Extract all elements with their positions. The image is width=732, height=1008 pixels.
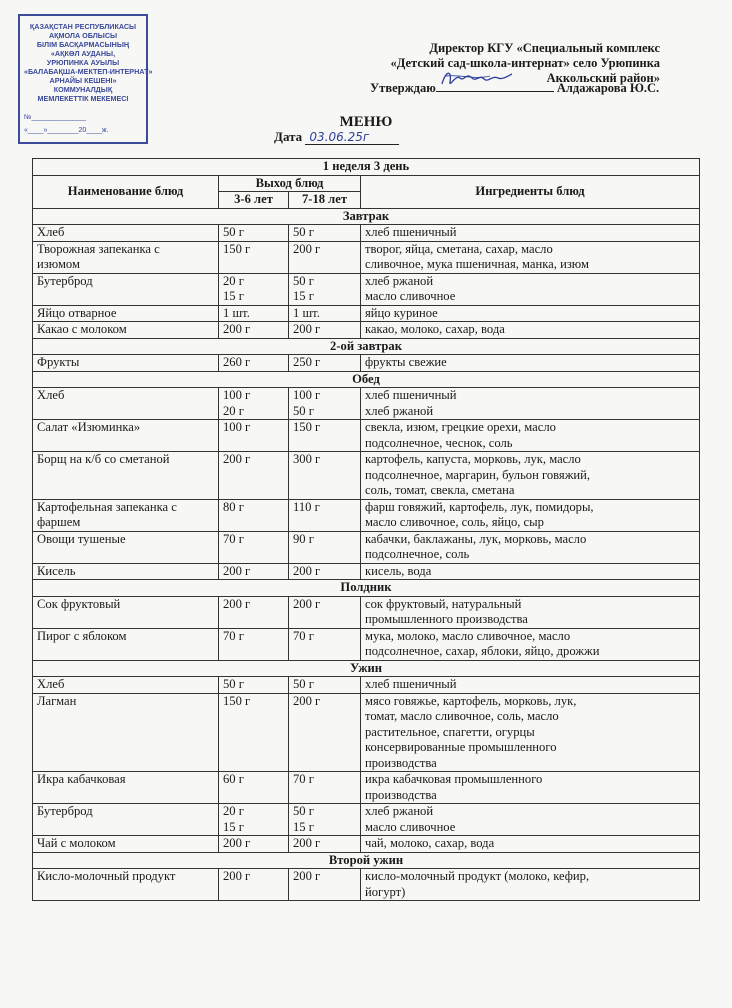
dish-name-line: Кисло-молочный продукт [37, 869, 176, 883]
dish-name-line: Салат «Изюминка» [37, 420, 141, 434]
ingredients-line: растительное, спагетти, огурцы [365, 724, 535, 739]
portion-3-6-line: 15 г [223, 819, 244, 834]
ingredients [361, 772, 700, 804]
table-row [33, 322, 700, 339]
table-row [33, 869, 700, 901]
ingredients-line: хлеб ржаной [365, 804, 434, 818]
portion-3-6-line: 80 г [223, 499, 244, 514]
ingredients-line: какао, молоко, сахар, вода [365, 322, 505, 336]
ingredients-line: масло сливочное [365, 819, 456, 834]
portion-7-18-line: 200 г [293, 563, 321, 578]
ingredients-line: кабачки, баклажаны, лук, морковь, масло [365, 531, 587, 546]
dish-name [33, 241, 219, 273]
ingredients [361, 225, 700, 242]
portion-7-18-line: 250 г [293, 355, 321, 369]
portion-7-18 [289, 273, 361, 305]
table-row [33, 693, 700, 772]
portion-3-6-line: 70 г [223, 628, 244, 643]
ingredients-line: хлеб пшеничный [365, 677, 457, 691]
dish-name-line: Фрукты [37, 355, 80, 369]
dish-name-line: Бутерброд [37, 804, 93, 818]
portion-7-18-line: 90 г [293, 531, 314, 546]
ingredients-line: сок фруктовый, натуральный [365, 596, 522, 611]
portion-7-18-line: 110 г [293, 499, 320, 514]
dish-name [33, 804, 219, 836]
ingredients-line: промышленного производства [365, 612, 528, 626]
approval-line-1: Директор КГУ «Специальный комплекс [429, 41, 660, 55]
dish-name [33, 596, 219, 628]
table-row [33, 499, 700, 531]
table-row [33, 531, 700, 563]
ingredients-line: производства [365, 755, 437, 770]
table-row [33, 241, 700, 273]
stamp-line: АРНАЙЫ КЕШЕНІ» [49, 76, 117, 85]
ingredients [361, 628, 700, 660]
portion-7-18 [289, 241, 361, 273]
ingredients [361, 804, 700, 836]
stamp-line: «БАЛАБАҚША-МЕКТЕП-ИНТЕРНАТ» [24, 67, 153, 76]
ingredients-line: масло сливочное [365, 289, 456, 303]
portion-7-18-line: 70 г [293, 772, 314, 786]
section-title: Второй ужин [33, 852, 700, 869]
dish-name [33, 452, 219, 500]
ingredients-line: подсолнечное, чеснок, соль [365, 435, 513, 450]
portion-3-6 [219, 225, 289, 242]
ingredients [361, 420, 700, 452]
ingredients [361, 241, 700, 273]
portion-7-18 [289, 628, 361, 660]
portion-3-6 [219, 420, 289, 452]
portion-3-6-line: 50 г [223, 677, 244, 691]
portion-3-6 [219, 563, 289, 580]
portion-3-6-line: 60 г [223, 772, 244, 786]
ingredients-line: хлеб пшеничный [365, 225, 457, 239]
ingredients [361, 305, 700, 322]
ingredients-line: подсолнечное, маргарин, бульон говяжий, [365, 467, 591, 482]
dish-name-line: Пирог с яблоком [37, 628, 127, 643]
portion-3-6-line: 20 г [223, 273, 244, 288]
ingredients [361, 563, 700, 580]
table-row [33, 388, 700, 420]
page-title: МЕНЮ [339, 114, 393, 130]
portion-3-6-line: 200 г [223, 452, 251, 466]
ingredients [361, 531, 700, 563]
dish-name [33, 388, 219, 420]
portion-7-18-line: 200 г [293, 241, 321, 256]
portion-7-18-line: 1 шт. [293, 305, 320, 320]
ingredients-line: свекла, изюм, грецкие орехи, масло [365, 420, 556, 434]
portion-7-18-line: 50 г [293, 677, 314, 691]
ingredients-line: хлеб ржаной [365, 403, 434, 418]
dish-name-line: Чай с молоком [37, 836, 116, 850]
portion-7-18-line: 200 г [293, 693, 321, 708]
dish-name-line: изюмом [37, 257, 80, 271]
table-row [33, 772, 700, 804]
portion-3-6 [219, 273, 289, 305]
portion-7-18 [289, 388, 361, 420]
portion-7-18 [289, 355, 361, 372]
ingredients [361, 452, 700, 500]
table-row [33, 628, 700, 660]
ingredients-line: хлеб пшеничный [365, 388, 457, 402]
column-header-age-7-18: 7-18 лет [289, 192, 361, 209]
dish-name-line: Икра кабачковая [37, 772, 126, 786]
portion-7-18-line: 50 г [293, 804, 314, 818]
date-value: 03.06.25г [305, 130, 399, 145]
dish-name-line: Хлеб [37, 677, 65, 691]
section-title: Полдник [33, 580, 700, 597]
table-row [33, 355, 700, 372]
ingredients-line: яйцо куриное [365, 305, 438, 320]
dish-name [33, 772, 219, 804]
portion-7-18 [289, 693, 361, 772]
portion-3-6 [219, 693, 289, 772]
ingredients [361, 869, 700, 901]
date-line [274, 129, 399, 145]
ingredients-line: консервированные промышленного [365, 740, 557, 754]
handwritten-signature [438, 66, 514, 92]
section-row [33, 338, 700, 355]
dish-name [33, 869, 219, 901]
dish-name-line: Картофельная запеканка с [37, 499, 177, 514]
portion-3-6 [219, 804, 289, 836]
dish-name-line: фаршем [37, 515, 81, 529]
portion-3-6 [219, 869, 289, 901]
table-row [33, 563, 700, 580]
portion-3-6 [219, 628, 289, 660]
portion-7-18-line: 15 г [293, 289, 314, 303]
portion-3-6-line: 150 г [223, 241, 251, 256]
ingredients [361, 693, 700, 772]
ingredients-line: йогурт) [365, 884, 406, 899]
dish-name [33, 273, 219, 305]
portion-3-6-line: 20 г [223, 804, 244, 818]
stamp-number-line: №______________ [24, 114, 87, 121]
ingredients-line: мясо говяжье, картофель, морковь, лук, [365, 693, 577, 708]
approve-line [370, 80, 659, 96]
portion-3-6 [219, 531, 289, 563]
stamp-line: «АҚКӨЛ АУДАНЫ, [50, 49, 116, 58]
portion-7-18-line: 200 г [293, 869, 321, 883]
section-row [33, 660, 700, 677]
table-row [33, 452, 700, 500]
dish-name [33, 355, 219, 372]
dish-name-line: Яйцо отварное [37, 305, 117, 320]
ingredients-line: производства [365, 787, 437, 802]
approver-name: Алдажарова Ю.С. [556, 81, 660, 95]
portion-3-6-line: 50 г [223, 225, 244, 239]
portion-7-18 [289, 420, 361, 452]
stamp-line: КОММУНАЛДЫҚ [53, 85, 113, 94]
ingredients-line: томат, масло сливочное, соль, масло [365, 709, 559, 723]
dish-name-line: Хлеб [37, 225, 65, 239]
menu-body [33, 208, 700, 901]
section-row [33, 371, 700, 388]
portion-7-18-line: 50 г [293, 225, 314, 239]
portion-3-6 [219, 241, 289, 273]
portion-3-6-line: 260 г [223, 355, 251, 369]
stamp-line: МЕМЛЕКЕТТІК МЕКЕМЕСІ [37, 94, 129, 103]
ingredients-line: фарш говяжий, картофель, лук, помидоры, [365, 499, 594, 514]
dish-name [33, 322, 219, 339]
ingredients-line: фрукты свежие [365, 355, 447, 369]
portion-7-18 [289, 563, 361, 580]
approval-line-3: Аккольский район» [546, 71, 660, 85]
portion-3-6 [219, 388, 289, 420]
ingredients [361, 355, 700, 372]
ingredients [361, 596, 700, 628]
dish-name-line: Хлеб [37, 388, 65, 402]
table-row [33, 804, 700, 836]
portion-3-6-line: 15 г [223, 289, 244, 303]
dish-name-line: Лагман [37, 693, 77, 708]
ingredients-line: кисло-молочный продукт (молоко, кефир, [365, 869, 590, 883]
ingredients-line: подсолнечное, соль [365, 547, 470, 561]
portion-7-18 [289, 499, 361, 531]
portion-7-18-line: 50 г [293, 403, 314, 418]
portion-3-6 [219, 836, 289, 853]
dish-name-line: Сок фруктовый [37, 596, 121, 611]
ingredients [361, 677, 700, 694]
dish-name [33, 531, 219, 563]
stamp-line: АҚМОЛА ОБЛЫСЫ [48, 31, 118, 40]
portion-3-6-line: 100 г [223, 420, 251, 434]
column-header-ingredients: Ингредиенты блюд [361, 175, 700, 208]
ingredients-line: творог, яйца, сметана, сахар, масло [365, 241, 553, 256]
dish-name [33, 563, 219, 580]
section-row [33, 580, 700, 597]
dish-name [33, 693, 219, 772]
ingredients-line: подсолнечное, сахар, яблоки, яйцо, дрожжи [365, 644, 600, 658]
stamp-line: БІЛІМ БАСҚАРМАСЫНЫҢ [36, 40, 130, 49]
ingredients-line: мука, молоко, масло сливочное, масло [365, 628, 571, 643]
dish-name-line: Борщ на к/б со сметаной [37, 452, 170, 466]
dish-name [33, 420, 219, 452]
table-row [33, 836, 700, 853]
portion-7-18-line: 100 г [293, 388, 321, 402]
section-title: 2-ой завтрак [33, 338, 700, 355]
dish-name-line: Овощи тушеные [37, 531, 126, 546]
dish-name [33, 225, 219, 242]
portion-7-18-line: 150 г [293, 420, 321, 434]
approve-label: Утверждаю [370, 81, 436, 95]
portion-3-6-line: 150 г [223, 693, 251, 708]
ingredients-line: икра кабачковая промышленного [365, 772, 543, 786]
ingredients-line: соль, томат, свекла, сметана [365, 483, 515, 497]
portion-7-18 [289, 225, 361, 242]
portion-3-6-line: 200 г [223, 836, 251, 850]
section-row [33, 208, 700, 225]
table-row [33, 420, 700, 452]
portion-3-6 [219, 452, 289, 500]
portion-7-18 [289, 596, 361, 628]
portion-7-18-line: 200 г [293, 836, 321, 850]
stamp-date-line: «____»________20____ж. [24, 127, 109, 134]
week-day-header: 1 неделя 3 день [33, 159, 700, 176]
section-title: Завтрак [33, 208, 700, 225]
portion-3-6-line: 200 г [223, 869, 251, 883]
portion-7-18-line: 200 г [293, 596, 321, 611]
portion-7-18 [289, 869, 361, 901]
portion-7-18 [289, 452, 361, 500]
ingredients-line: кисель, вода [365, 563, 432, 578]
table-row [33, 305, 700, 322]
approval-line-2: «Детский сад-школа-интернат» село Урюпинка [390, 56, 660, 70]
portion-7-18 [289, 804, 361, 836]
column-header-name: Наименование блюд [33, 175, 219, 208]
dish-name-line: Творожная запеканка с [37, 241, 160, 256]
section-title: Обед [33, 371, 700, 388]
portion-3-6-line: 20 г [223, 403, 244, 418]
portion-3-6 [219, 322, 289, 339]
dish-name-line: Кисель [37, 563, 76, 578]
section-title: Ужин [33, 660, 700, 677]
portion-3-6-line: 70 г [223, 531, 244, 546]
column-header-age-3-6: 3-6 лет [219, 192, 289, 209]
portion-7-18-line: 300 г [293, 452, 321, 466]
stamp-line: ҚАЗАҚСТАН РЕСПУБЛИКАСЫ [29, 22, 137, 31]
portion-7-18-line: 50 г [293, 273, 314, 288]
portion-3-6-line: 200 г [223, 563, 251, 578]
portion-7-18-line: 15 г [293, 819, 314, 834]
dish-name [33, 305, 219, 322]
dish-name [33, 628, 219, 660]
table-row [33, 677, 700, 694]
portion-3-6-line: 200 г [223, 322, 251, 336]
section-row [33, 852, 700, 869]
dish-name [33, 677, 219, 694]
table-row [33, 273, 700, 305]
ingredients [361, 836, 700, 853]
stamp-text [24, 22, 153, 103]
portion-7-18 [289, 677, 361, 694]
table-row [33, 596, 700, 628]
date-label: Дата [274, 129, 303, 144]
portion-7-18 [289, 836, 361, 853]
portion-3-6 [219, 305, 289, 322]
portion-7-18 [289, 305, 361, 322]
ingredients-line: картофель, капуста, морковь, лук, масло [365, 452, 581, 466]
portion-7-18-line: 200 г [293, 322, 321, 336]
dish-name [33, 499, 219, 531]
ingredients-line: масло сливочное, соль, яйцо, сыр [365, 515, 544, 529]
portion-7-18 [289, 322, 361, 339]
ingredients-line: хлеб ржаной [365, 273, 434, 288]
portion-3-6 [219, 355, 289, 372]
dish-name-line: Бутерброд [37, 273, 93, 288]
dish-name-line: Какао с молоком [37, 322, 127, 336]
dish-name [33, 836, 219, 853]
portion-7-18 [289, 772, 361, 804]
stamp-line: УРЮПИНКА АУЫЛЫ [46, 58, 120, 67]
portion-3-6 [219, 499, 289, 531]
portion-3-6 [219, 772, 289, 804]
ingredients [361, 273, 700, 305]
ingredients-line: сливочное, мука пшеничная, манка, изюм [365, 257, 589, 271]
ingredients-line: чай, молоко, сахар, вода [365, 836, 495, 850]
ingredients [361, 388, 700, 420]
ingredients [361, 322, 700, 339]
portion-3-6-line: 1 шт. [223, 305, 250, 320]
portion-3-6 [219, 677, 289, 694]
column-header-output: Выход блюд [219, 175, 361, 192]
ingredients [361, 499, 700, 531]
table-row [33, 225, 700, 242]
portion-7-18 [289, 531, 361, 563]
portion-3-6-line: 200 г [223, 596, 251, 611]
portion-3-6-line: 100 г [223, 388, 251, 402]
portion-7-18-line: 70 г [293, 628, 314, 643]
menu-table [32, 158, 700, 901]
portion-3-6 [219, 596, 289, 628]
